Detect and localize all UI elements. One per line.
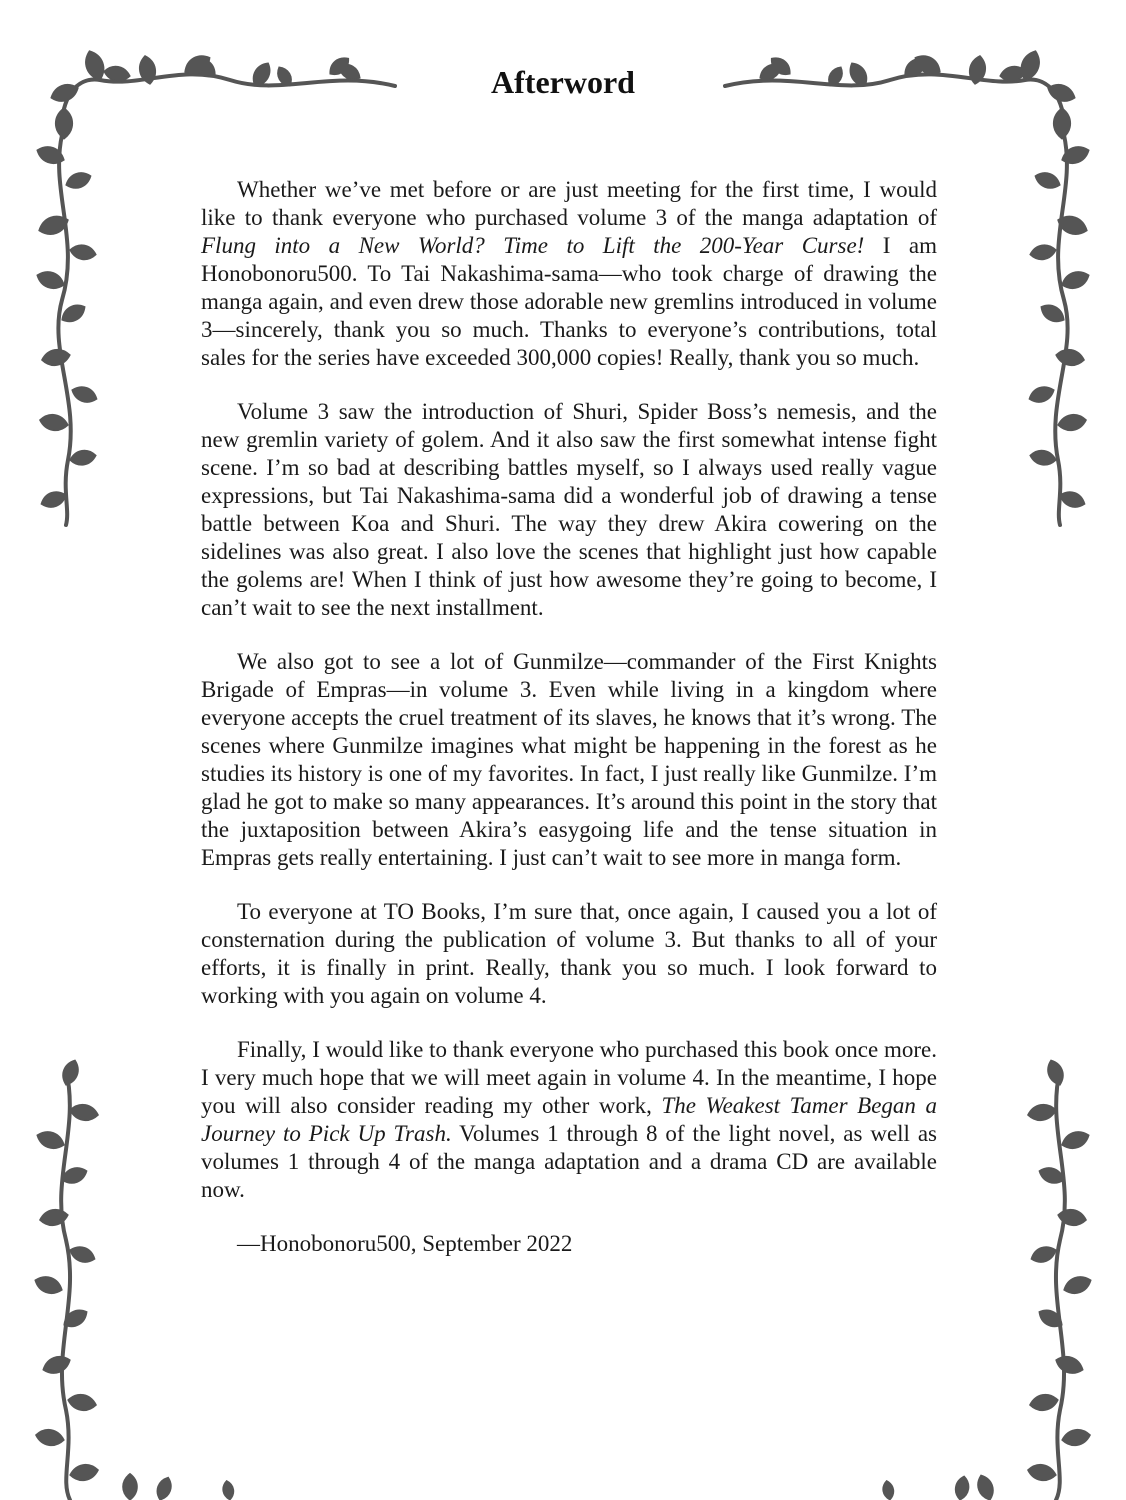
paragraph-3: [201, 648, 937, 872]
leafy-vine-right-lower-icon: [1026, 1058, 1093, 1500]
paragraph-text: Volumes 1 through 8 of the light novel, as well as volumes 1 through 4 of the manga adaptation and a drama CD are available now.: [201, 1121, 937, 1202]
paragraph-4: [201, 898, 937, 1010]
paragraph-text: We also got to see a lot of Gunmilze—commander of the First Knights Brigade of Empras—in volume 3. Even while living in a kingdom where everyone accepts the cruel treatment of its slaves, he knows that it’s wrong. The scenes where Gunmilze imagines what might be happening in the forest as he studies its history is one of my favorites. In fact, I just really like Gunmilze. I’m glad he got to make so many appearances. It’s around this point in the story that the juxtaposition between Akira’s easygoing life and the tense situation in Empras gets really entertaining. I just can’t wait to see more in manga form.: [201, 649, 937, 870]
signature: —Honobonoru500, September 2022: [237, 1231, 573, 1256]
leafy-vine-left-lower-icon: [32, 1058, 99, 1500]
leafy-vine-bottom-icon: [123, 1473, 997, 1500]
paragraph-2: [201, 398, 937, 622]
paragraph-5: [201, 1036, 937, 1204]
paragraph-text: Finally, I would like to thank everyone who purchased this book once more. I very much hope that we will meet again in volume 4. In the meantime, I hope you will also consider reading my other work,: [201, 1037, 937, 1118]
leafy-vine-left-upper-icon: [34, 135, 99, 525]
book-title-italic: Flung into a New World? Time to Lift the 200-Year Curse!: [201, 233, 865, 258]
book-title-italic: The Weakest Tamer Began a Journey to Pick Up Trash.: [201, 1093, 937, 1146]
leafy-vine-right-upper-icon: [1027, 135, 1092, 525]
page-title: Afterword: [491, 64, 635, 100]
paragraph-1: [201, 176, 937, 372]
paragraph-text: I am Honobonoru500. To Tai Nakashima-sama—who took charge of drawing the manga again, and even drew those adorable new gremlins introduced in volume 3—sincerely, thank you so much. Thanks to everyone’s contributions, total sales for the series have exceeded 300,000 copies! Really, thank you so much.: [201, 233, 937, 370]
paragraph-text: Volume 3 saw the introduction of Shuri, Spider Boss’s nemesis, and the new gremlin variety of golem. And it also saw the first somewhat intense fight scene. I’m so bad at describing battles myself, so I always used really vague expressions, but Tai Nakashima-sama did a wonderful job of drawing a tense battle between Koa and Shuri. The way they drew Akira cowering on the sidelines was also great. I also love the scenes that highlight just how capable the golems are! When I think of just how awesome they’re going to become, I can’t wait to see the next installment.: [201, 399, 937, 620]
paragraph-text: To everyone at TO Books, I’m sure that, once again, I caused you a lot of consternation during the publication of volume 3. But thanks to all of your efforts, it is finally in print. Really, thank you so much. I look forward to working with you again on volume 4.: [201, 899, 937, 1008]
afterword-body: [201, 176, 937, 1284]
paragraph-text: Whether we’ve met before or are just meeting for the first time, I would like to thank everyone who purchased volume 3 of the manga adaptation of: [201, 177, 937, 230]
